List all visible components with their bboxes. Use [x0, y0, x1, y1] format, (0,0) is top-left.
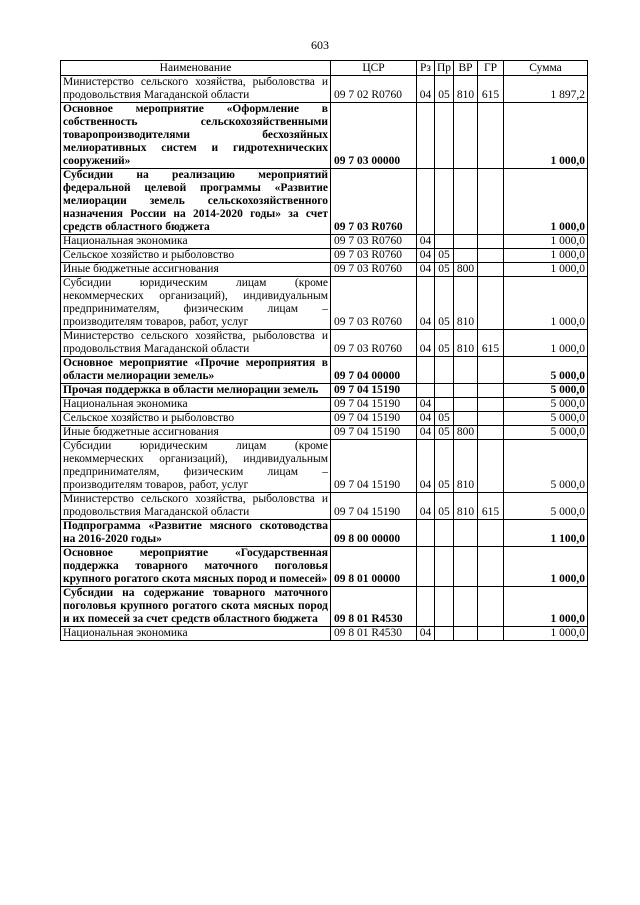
cell-rz: [417, 520, 435, 547]
cell-csr: 09 7 04 15190: [331, 412, 417, 426]
cell-pr: 05: [435, 440, 454, 493]
cell-sum: 1 000,0: [504, 547, 588, 587]
cell-gr: [478, 426, 504, 440]
cell-name: Основное мероприятие «Прочие мероприятия в области мелиорации земель»: [61, 357, 331, 384]
cell-vr: [454, 235, 478, 249]
cell-csr: 09 7 03 R0760: [331, 235, 417, 249]
table-row: [61, 76, 588, 103]
cell-vr: [454, 520, 478, 547]
header-pr: Пр: [435, 61, 454, 76]
cell-pr: 05: [435, 277, 454, 330]
cell-sum: 1 000,0: [504, 277, 588, 330]
cell-csr: 09 7 03 R0760: [331, 277, 417, 330]
cell-sum: 1 000,0: [504, 330, 588, 357]
table-row: [61, 384, 588, 398]
cell-vr: [454, 412, 478, 426]
cell-vr: [454, 627, 478, 641]
page-number: 603: [311, 38, 329, 52]
cell-vr: 810: [454, 277, 478, 330]
cell-csr: 09 8 01 R4530: [331, 587, 417, 627]
cell-sum: 5 000,0: [504, 440, 588, 493]
cell-rz: 04: [417, 330, 435, 357]
cell-vr: [454, 249, 478, 263]
table-row: [61, 547, 588, 587]
cell-pr: [435, 169, 454, 235]
cell-sum: 1 000,0: [504, 169, 588, 235]
cell-pr: 05: [435, 76, 454, 103]
cell-name: Подпрограмма «Развитие мясного скотоводства на 2016-2020 годы»: [61, 520, 331, 547]
header-name: Наименование: [61, 61, 331, 76]
table-row: [61, 330, 588, 357]
cell-pr: 05: [435, 263, 454, 277]
cell-rz: [417, 384, 435, 398]
cell-rz: 04: [417, 426, 435, 440]
cell-name: Национальная экономика: [61, 627, 331, 641]
cell-pr: 05: [435, 249, 454, 263]
cell-rz: [417, 357, 435, 384]
cell-gr: [478, 547, 504, 587]
cell-sum: 1 000,0: [504, 627, 588, 641]
cell-rz: 04: [417, 412, 435, 426]
table-row: [61, 493, 588, 520]
cell-csr: 09 7 04 15190: [331, 440, 417, 493]
table-row: [61, 277, 588, 330]
cell-sum: 5 000,0: [504, 398, 588, 412]
table-row: [61, 249, 588, 263]
cell-csr: 09 7 03 R0760: [331, 249, 417, 263]
table-row: [61, 587, 588, 627]
cell-name: Основное мероприятие «Оформление в собственность сельскохозяйственными товаропроизводителями бесхозяйных мелиоративных систем и гидротехнических сооружений»: [61, 103, 331, 169]
cell-pr: [435, 384, 454, 398]
cell-sum: 5 000,0: [504, 384, 588, 398]
cell-gr: [478, 627, 504, 641]
cell-vr: 810: [454, 76, 478, 103]
header-csr: ЦСР: [331, 61, 417, 76]
cell-sum: 1 897,2: [504, 76, 588, 103]
cell-name: Прочая поддержка в области мелиорации земель: [61, 384, 331, 398]
cell-rz: 04: [417, 277, 435, 330]
cell-vr: 810: [454, 440, 478, 493]
cell-name: Субсидии юридическим лицам (кроме некоммерческих организаций), индивидуальным предпринимателям, физическим лицам – производителям товаров, работ, услуг: [61, 440, 331, 493]
cell-pr: [435, 547, 454, 587]
cell-rz: 04: [417, 440, 435, 493]
cell-vr: 810: [454, 493, 478, 520]
cell-gr: [478, 384, 504, 398]
cell-vr: [454, 398, 478, 412]
cell-sum: 1 000,0: [504, 103, 588, 169]
cell-vr: [454, 103, 478, 169]
cell-name: Министерство сельского хозяйства, рыболовства и продовольствия Магаданской области: [61, 493, 331, 520]
cell-csr: 09 8 01 R4530: [331, 627, 417, 641]
cell-csr: 09 7 04 00000: [331, 357, 417, 384]
cell-csr: 09 8 01 00000: [331, 547, 417, 587]
cell-sum: 1 000,0: [504, 263, 588, 277]
cell-sum: 1 100,0: [504, 520, 588, 547]
cell-pr: [435, 357, 454, 384]
cell-name: Сельское хозяйство и рыболовство: [61, 249, 331, 263]
cell-pr: 05: [435, 493, 454, 520]
cell-pr: 05: [435, 330, 454, 357]
cell-csr: 09 7 03 R0760: [331, 263, 417, 277]
cell-gr: [478, 398, 504, 412]
cell-gr: [478, 357, 504, 384]
cell-csr: 09 7 02 R0760: [331, 76, 417, 103]
cell-vr: [454, 547, 478, 587]
cell-rz: 04: [417, 627, 435, 641]
cell-gr: [478, 412, 504, 426]
table-header-row: [61, 61, 588, 76]
cell-sum: 5 000,0: [504, 426, 588, 440]
cell-csr: 09 7 04 15190: [331, 426, 417, 440]
cell-rz: 04: [417, 398, 435, 412]
cell-gr: [478, 520, 504, 547]
cell-pr: [435, 235, 454, 249]
cell-sum: 1 000,0: [504, 235, 588, 249]
table-row: [61, 398, 588, 412]
cell-gr: [478, 587, 504, 627]
cell-rz: [417, 103, 435, 169]
cell-rz: 04: [417, 235, 435, 249]
cell-rz: [417, 587, 435, 627]
cell-gr: [478, 103, 504, 169]
cell-sum: 5 000,0: [504, 493, 588, 520]
cell-vr: [454, 357, 478, 384]
cell-vr: 800: [454, 426, 478, 440]
cell-sum: 5 000,0: [504, 357, 588, 384]
table-row: [61, 235, 588, 249]
cell-pr: 05: [435, 412, 454, 426]
cell-vr: [454, 587, 478, 627]
budget-table: [60, 60, 588, 641]
header-rz: Рз: [417, 61, 435, 76]
table-row: [61, 426, 588, 440]
cell-name: Субсидии на реализацию мероприятий федеральной целевой программы «Развитие мелиорации земель сельскохозяйственного назначения России на 2014-2020 годы» за счет средств областного бюджета: [61, 169, 331, 235]
table-row: [61, 412, 588, 426]
cell-rz: 04: [417, 263, 435, 277]
cell-rz: [417, 169, 435, 235]
table-row: [61, 440, 588, 493]
cell-vr: 810: [454, 330, 478, 357]
cell-name: Национальная экономика: [61, 235, 331, 249]
cell-name: Сельское хозяйство и рыболовство: [61, 412, 331, 426]
cell-pr: [435, 103, 454, 169]
cell-pr: [435, 627, 454, 641]
cell-gr: [478, 440, 504, 493]
cell-pr: [435, 398, 454, 412]
cell-csr: 09 8 00 00000: [331, 520, 417, 547]
cell-gr: [478, 263, 504, 277]
cell-gr: [478, 169, 504, 235]
cell-name: Иные бюджетные ассигнования: [61, 426, 331, 440]
cell-pr: 05: [435, 426, 454, 440]
cell-gr: [478, 235, 504, 249]
cell-vr: [454, 169, 478, 235]
cell-vr: 800: [454, 263, 478, 277]
cell-name: Основное мероприятие «Государственная поддержка товарного маточного поголовья крупного рогатого скота мясных пород и помесей»: [61, 547, 331, 587]
cell-vr: [454, 384, 478, 398]
cell-sum: 1 000,0: [504, 249, 588, 263]
cell-name: Субсидии юридическим лицам (кроме некоммерческих организаций), индивидуальным предпринимателям, физическим лицам – производителям товаров, работ, услуг: [61, 277, 331, 330]
table-row: [61, 263, 588, 277]
cell-name: Иные бюджетные ассигнования: [61, 263, 331, 277]
cell-name: Национальная экономика: [61, 398, 331, 412]
cell-rz: 04: [417, 493, 435, 520]
table-row: [61, 357, 588, 384]
header-vr: ВР: [454, 61, 478, 76]
table-row: [61, 103, 588, 169]
cell-sum: 5 000,0: [504, 412, 588, 426]
header-sum: Сумма: [504, 61, 588, 76]
cell-name: Министерство сельского хозяйства, рыболовства и продовольствия Магаданской области: [61, 76, 331, 103]
cell-gr: 615: [478, 493, 504, 520]
cell-gr: [478, 249, 504, 263]
cell-csr: 09 7 04 15190: [331, 384, 417, 398]
table-row: [61, 169, 588, 235]
table-row: [61, 627, 588, 641]
table-row: [61, 520, 588, 547]
cell-pr: [435, 587, 454, 627]
cell-rz: 04: [417, 76, 435, 103]
cell-csr: 09 7 03 00000: [331, 103, 417, 169]
cell-gr: 615: [478, 76, 504, 103]
cell-csr: 09 7 04 15190: [331, 493, 417, 520]
cell-gr: [478, 277, 504, 330]
cell-sum: 1 000,0: [504, 587, 588, 627]
cell-csr: 09 7 03 R0760: [331, 169, 417, 235]
cell-rz: [417, 547, 435, 587]
cell-name: Министерство сельского хозяйства, рыболовства и продовольствия Магаданской области: [61, 330, 331, 357]
cell-csr: 09 7 04 15190: [331, 398, 417, 412]
cell-name: Субсидии на содержание товарного маточного поголовья крупного рогатого скота мясных пород и их помесей за счет средств областного бюджета: [61, 587, 331, 627]
cell-gr: 615: [478, 330, 504, 357]
cell-rz: 04: [417, 249, 435, 263]
cell-pr: [435, 520, 454, 547]
cell-csr: 09 7 03 R0760: [331, 330, 417, 357]
header-gr: ГР: [478, 61, 504, 76]
